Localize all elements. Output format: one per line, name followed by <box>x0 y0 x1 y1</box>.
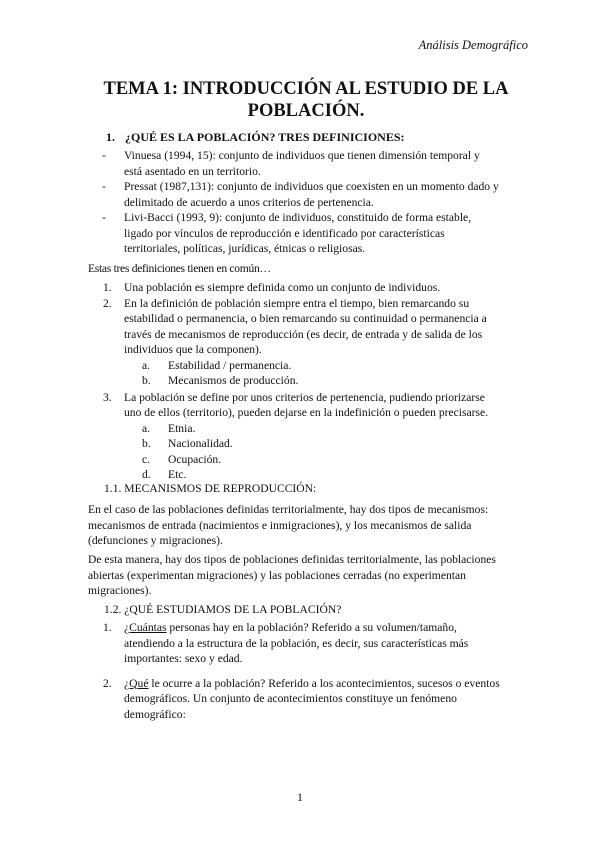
section-1-heading <box>106 130 405 145</box>
item-text: través de mecanismos de reproducción (es decir, de entrada y de salida de los <box>124 327 483 341</box>
underlined-keyword: ¿Qué <box>124 676 149 690</box>
sub-text: Estabilidad / permanencia. <box>168 358 292 372</box>
section-1-title: ¿QUÉ ES LA POBLACIÓN? TRES DEFINICIONES: <box>125 130 405 144</box>
list-item <box>88 390 528 421</box>
list-item <box>88 620 528 667</box>
sub-text: Etnia. <box>168 421 196 435</box>
item-text: individuos que la componen). <box>124 343 262 356</box>
page-number: 1 <box>297 790 303 804</box>
sub-list-item <box>88 358 528 374</box>
title-line-2: POBLACIÓN. <box>247 101 365 121</box>
list-item <box>88 676 528 723</box>
sub-marker: b. <box>142 374 151 387</box>
item-text: estabilidad o permanencia, o bien remarcando su continuidad o permanencia a <box>124 312 487 325</box>
item-text <box>124 620 528 636</box>
list-item <box>88 210 528 257</box>
sub-list-item <box>88 373 528 389</box>
sub-list-item <box>88 421 528 437</box>
definition-text: delimitado de acuerdo a unos criterios de pertenencia. <box>124 195 374 209</box>
sub-text: Mecanismos de producción. <box>168 374 299 387</box>
section-1-2-heading: 1.2. ¿QUÉ ESTUDIAMOS DE LA POBLACIÓN? <box>104 603 342 616</box>
sub-text: Etc. <box>168 468 187 481</box>
dash-marker: - <box>102 149 106 162</box>
sub-marker: a. <box>142 421 151 435</box>
sub-marker: a. <box>142 358 151 372</box>
paragraph-line: mecanismos de entrada (nacimientos e inmigraciones), y los mecanismos de salida <box>88 518 472 532</box>
running-header: Análisis Demográfico <box>418 38 528 52</box>
item-text: uno de ellos (territorio), pueden dejarse en la indefinición o pueden precisarse. <box>124 406 489 419</box>
section-1-number: 1. <box>106 130 115 144</box>
definition-text: está asentado en un territorio. <box>124 164 261 178</box>
list-number: 2. <box>103 296 112 310</box>
item-text: La población se define por unos criterios de pertenencia, pudiendo priorizarse <box>124 390 485 404</box>
sub-text: Nacionalidad. <box>168 437 233 450</box>
list-number: 3. <box>103 390 112 404</box>
paragraph-line: De esta manera, hay dos tipos de poblaciones definidas territorialmente, las poblaciones <box>88 553 496 566</box>
list-item <box>88 296 528 358</box>
item-text: demográficos. Un conjunto de acontecimientos constituye un fenómeno <box>124 692 457 705</box>
item-text-rest: le ocurre a la población? Referido a los acontecimientos, sucesos o eventos <box>148 676 500 690</box>
item-text: atendiendo a la estructura de la población, es decir, sus características más <box>124 636 469 650</box>
item-text: importantes: sexo y edad. <box>124 652 243 665</box>
definitions-list <box>88 148 528 257</box>
definition-text: ligado por vínculos de reproducción e identificado por características <box>124 226 445 240</box>
paragraph <box>88 502 530 549</box>
dash-marker: - <box>102 180 106 193</box>
list-item <box>88 280 528 296</box>
list-number: 1. <box>103 621 112 634</box>
definition-text: Vinuesa (1994, 15): conjunto de individuos que tienen dimensión temporal y <box>124 149 480 162</box>
list-number: 1. <box>103 281 112 294</box>
list-item <box>88 148 528 179</box>
sub-text: Ocupación. <box>168 452 222 466</box>
paragraph-line: migraciones). <box>88 584 152 597</box>
definition-text: Pressat (1987,131): conjunto de individuos que coexisten en un momento dado y <box>124 180 499 193</box>
underlined-keyword: ¿Cuántas <box>124 621 167 634</box>
sub-marker: b. <box>142 437 151 450</box>
item-text <box>124 676 528 692</box>
section-1-1-heading: 1.1. MECANISMOS DE REPRODUCCIÓN: <box>104 482 317 495</box>
questions-list <box>88 620 528 722</box>
sub-list-item <box>88 452 528 468</box>
definition-text: territoriales, políticas, jurídicas, étnicas o religiosas. <box>124 242 366 255</box>
paragraph-line: En el caso de las poblaciones definidas territorialmente, hay dos tipos de mecanismos: <box>88 503 489 516</box>
paragraph-line: abiertas (experimentan migraciones) y las poblaciones cerradas (no experimentan <box>88 568 466 582</box>
paragraph-line: (defunciones y migraciones). <box>88 534 223 547</box>
list-item <box>88 179 528 210</box>
sub-list-item <box>88 436 528 452</box>
paragraph <box>88 552 530 599</box>
title-line-1: TEMA 1: INTRODUCCIÓN AL ESTUDIO DE LA <box>103 79 509 99</box>
sub-marker: c. <box>142 452 151 466</box>
item-text: Una población es siempre definida como un conjunto de individuos. <box>124 281 441 294</box>
list-number: 2. <box>103 676 112 690</box>
common-list <box>88 280 528 483</box>
sub-list-item <box>88 467 528 483</box>
definition-text: Livi-Bacci (1993, 9): conjunto de individuos, constituido de forma estable, <box>124 211 472 224</box>
item-text-rest: personas hay en la población? Referido a su volumen/tamaño, <box>166 621 457 634</box>
common-intro: Estas tres definiciones tienen en común… <box>88 262 271 275</box>
item-text: demográfico: <box>124 707 186 721</box>
sub-marker: d. <box>142 468 151 481</box>
item-text: En la definición de población siempre entra el tiempo, bien remarcando su <box>124 296 470 310</box>
page-title <box>90 78 522 122</box>
dash-marker: - <box>102 211 106 224</box>
